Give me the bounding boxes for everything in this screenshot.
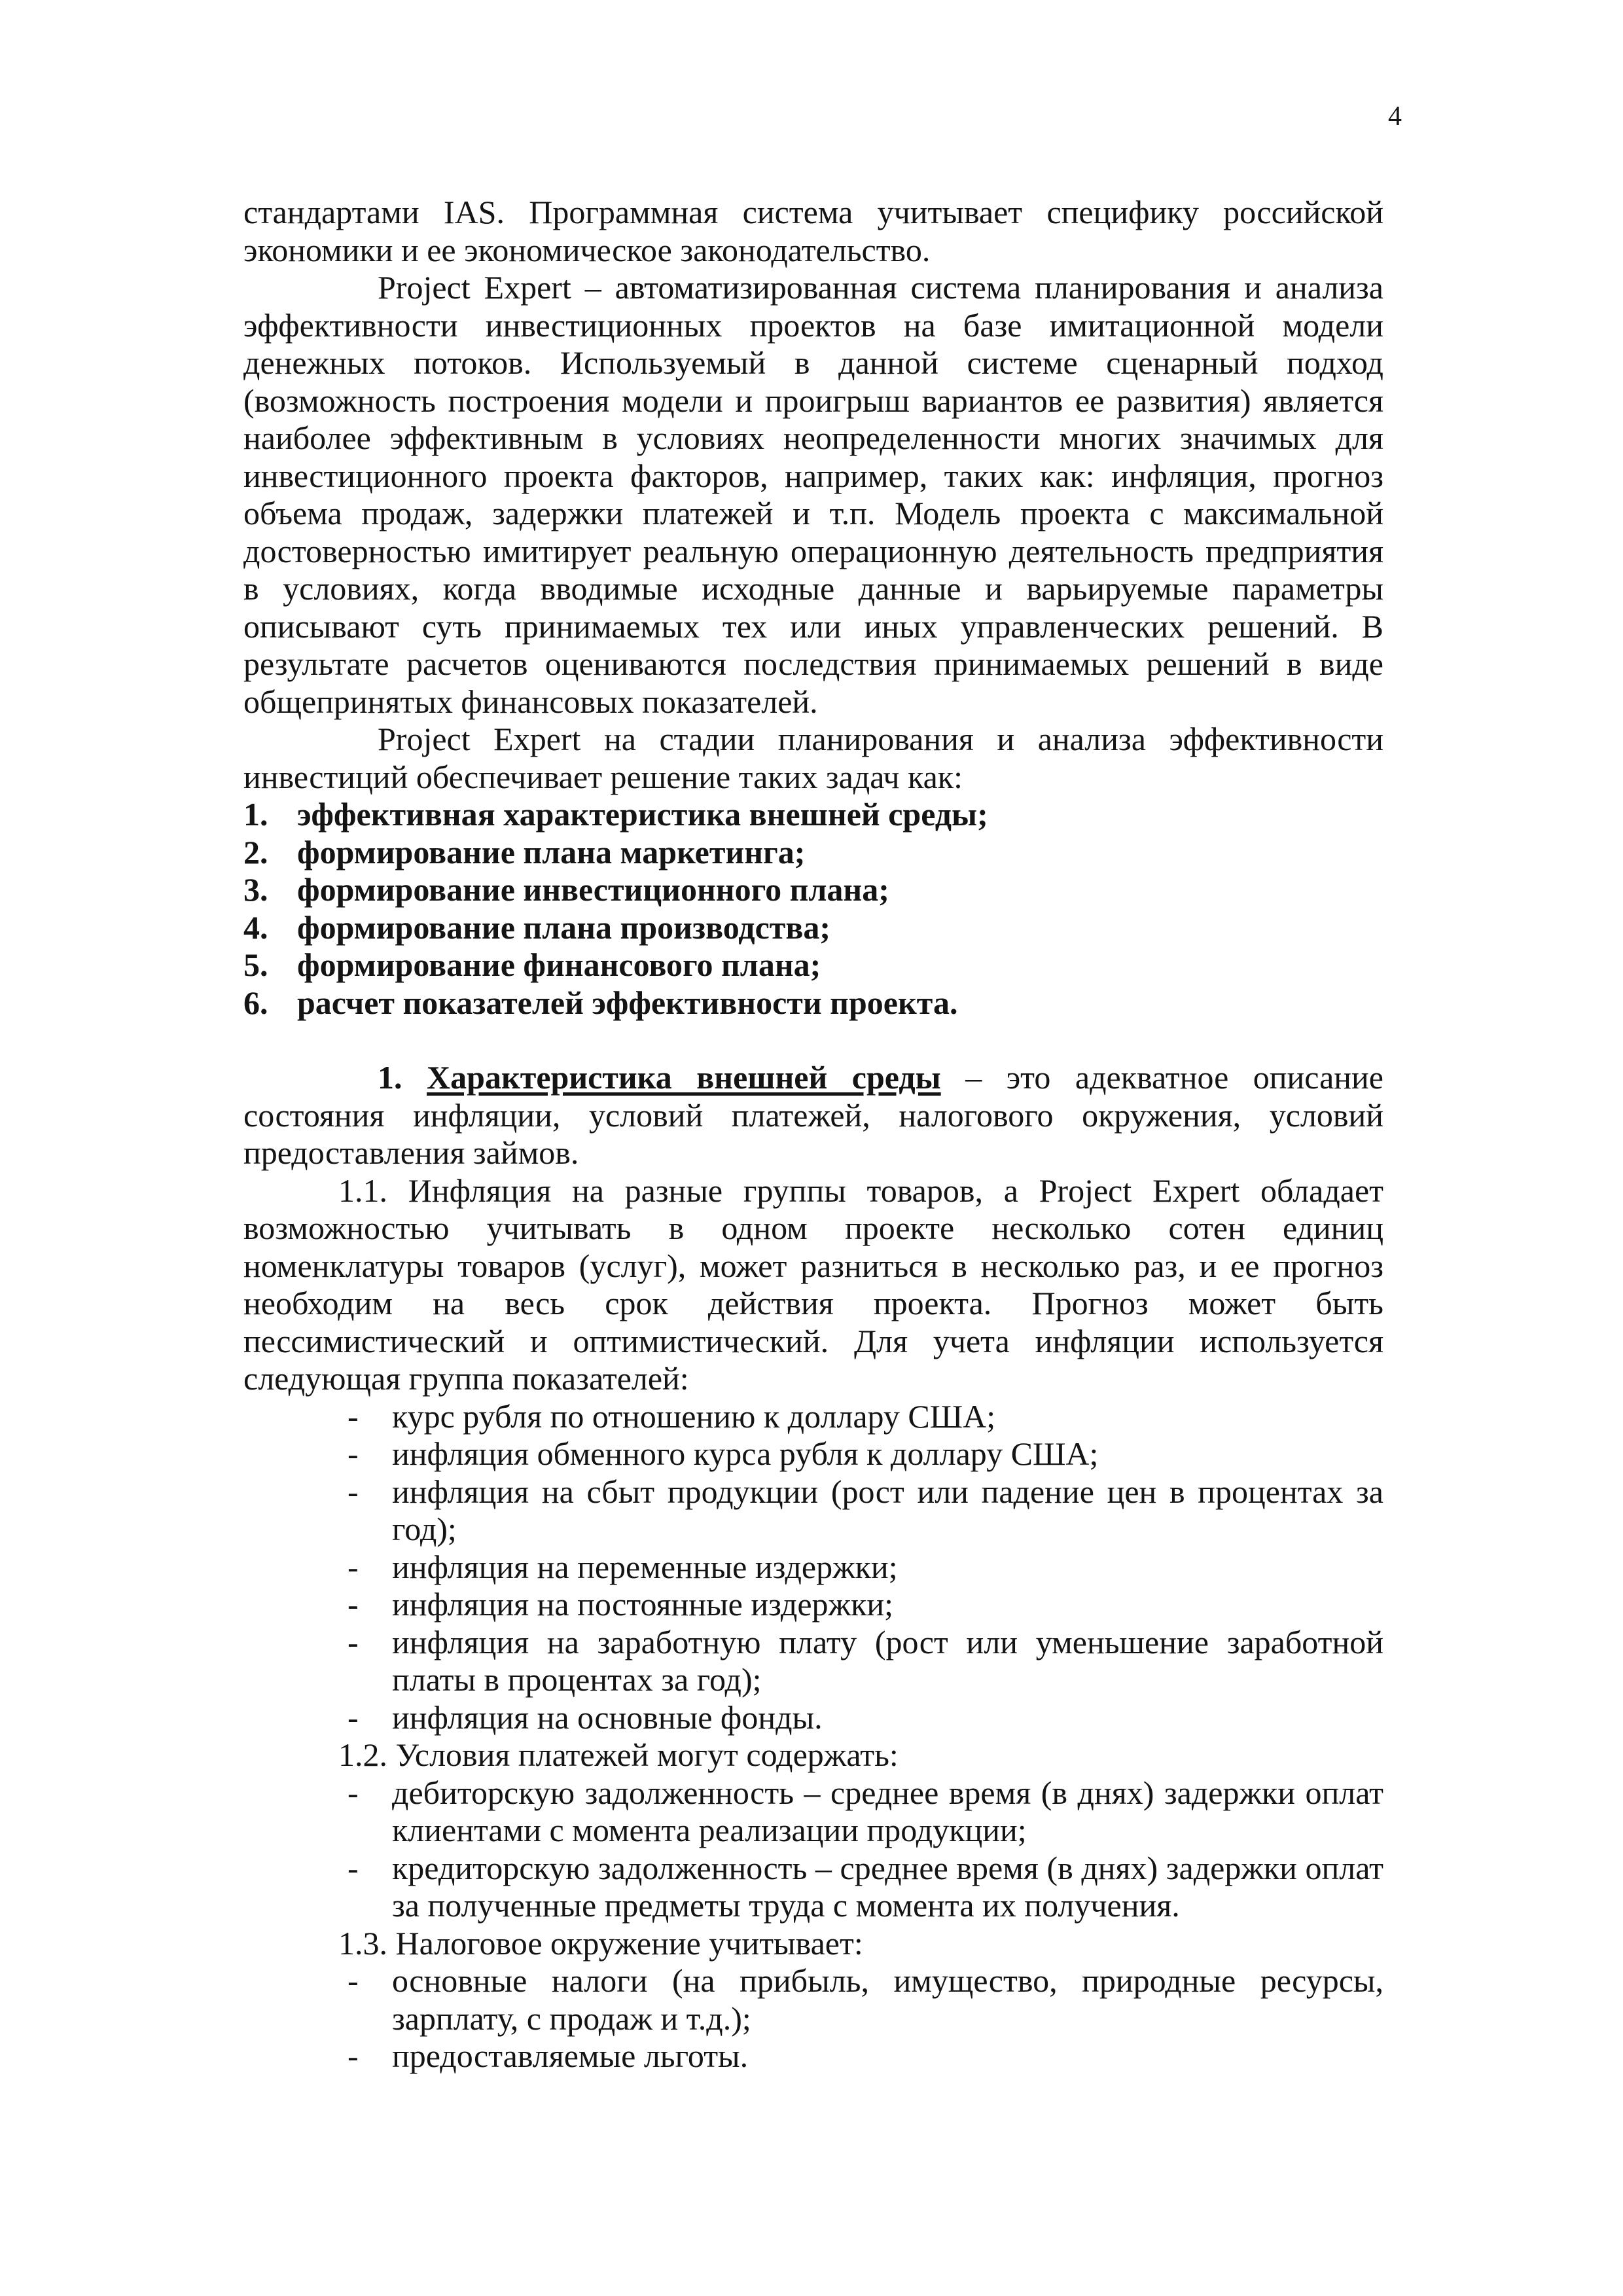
list-item-text: дебиторскую задолженность – среднее время (в днях) задержки оплат клиентами с момента реализации продукции;: [392, 1774, 1383, 1848]
list-item: [338, 1699, 1383, 1737]
list-item-text: курс рубля по отношению к доллару США;: [392, 1397, 996, 1435]
task-number: 5.: [243, 946, 268, 983]
list-item: [338, 1624, 1383, 1699]
bullet-dash: -: [348, 1473, 359, 1510]
bullet-dash: -: [348, 1849, 359, 1886]
page-number: 4: [1388, 101, 1402, 132]
tax-environment-list: [243, 1962, 1383, 2075]
paragraph-tasks-intro: Project Expert на стадии планирования и анализа эффективности инвестиций обеспечивает решение таких задач как:: [243, 721, 1383, 795]
list-item-text: инфляция на заработную плату (рост или уменьшение заработной платы в процентах за год);: [392, 1623, 1383, 1698]
inflation-indicators-list: [243, 1398, 1383, 1737]
task-text: формирование инвестиционного плана;: [297, 871, 889, 908]
section-title: Характеристика внешней среды: [427, 1059, 941, 1096]
list-item: [338, 1473, 1383, 1549]
list-item: [338, 1774, 1383, 1850]
task-number: 4.: [243, 908, 268, 946]
task-text: эффективная характеристика внешней среды;: [297, 796, 988, 833]
list-item-text: инфляция на постоянные издержки;: [392, 1586, 894, 1623]
task-text: расчет показателей эффективности проекта.: [297, 984, 958, 1021]
list-item-text: основные налоги (на прибыль, имущество, природные ресурсы, зарплату, с продаж и т.д.);: [392, 1962, 1383, 2037]
task-item: [243, 984, 1383, 1022]
task-item: [243, 871, 1383, 909]
task-text: формирование плана производства;: [297, 908, 830, 946]
list-item: [338, 1962, 1383, 2037]
subsection-tax-environment: 1.3. Налоговое окружение учитывает:: [338, 1924, 863, 1962]
document-body: [243, 194, 1383, 2075]
spacer: [243, 1022, 1383, 1059]
payment-terms-list: [243, 1774, 1383, 1925]
list-item: [338, 1398, 1383, 1436]
list-item-text: предоставляемые льготы.: [392, 2037, 749, 2074]
task-text: формирование финансового плана;: [297, 946, 821, 983]
task-list: [243, 796, 1383, 1022]
task-number: 6.: [243, 984, 268, 1021]
bullet-dash: -: [348, 1435, 359, 1472]
task-item: [243, 834, 1383, 872]
list-item: [338, 1850, 1383, 1925]
subsection-payment-terms: 1.2. Условия платежей могут содержать:: [338, 1736, 899, 1773]
list-item-text: инфляция на переменные издержки;: [392, 1548, 898, 1585]
bullet-dash: -: [348, 1397, 359, 1435]
list-item-text: инфляция на основные фонды.: [392, 1698, 823, 1736]
list-item: [338, 1586, 1383, 1624]
bullet-dash: -: [348, 2037, 359, 2074]
list-item-text: инфляция на сбыт продукции (рост или падение цен в процентах за год);: [392, 1473, 1383, 1547]
paragraph-project-expert: Project Expert – автоматизированная система планирования и анализа эффективности инвестиционных проектов на базе имитационной модели денежных потоков. Используемый в данной системе сценарный подход (возможность построения модели и проигрыш вариантов ее развития) является наиболее эффективным в условиях неопределенности многих значимых для инвестиционного проекта факторов, например, таких как: инфляция, прогноз объема продаж, задержки платежей и т.п. Модель проекта с максимальной достоверностью имитирует реальную операционную деятельность предприятия в условиях, когда вводимые исходные данные и варьируемые параметры описывают суть принимаемых тех или иных управленческих решений. В результате расчетов оцениваются последствия принимаемых решений в виде общепринятых финансовых показателей.: [243, 269, 1383, 720]
task-number: 1.: [243, 796, 268, 833]
bullet-dash: -: [348, 1623, 359, 1660]
bullet-dash: -: [348, 1548, 359, 1585]
section-external-environment: [243, 1059, 1383, 1172]
task-text: формирование плана маркетинга;: [297, 833, 806, 870]
task-number: 3.: [243, 871, 268, 908]
bullet-dash: -: [348, 1698, 359, 1736]
task-item: [243, 796, 1383, 834]
paragraph-intro: стандартами IAS. Программная система учитывает специфику российской экономики и ее экономическое законодательство.: [243, 194, 1383, 268]
section-description: – это адекватное описание состояния инфляции, условий платежей, налогового окружения, условий предоставления займов.: [243, 1059, 1383, 1171]
task-item: [243, 909, 1383, 947]
subsection-inflation: 1.1. Инфляция на разные группы товаров, а Project Expert обладает возможностью учитывать в одном проекте несколько сотен единиц номенклатуры товаров (услуг), может разниться в несколько раз, и ее прогноз необходим на весь срок действия проекта. Прогноз может быть пессимистический и оптимистический. Для учета инфляции используется следующая группа показателей:: [243, 1172, 1383, 1397]
bullet-dash: -: [348, 1962, 359, 1999]
list-item: [338, 1435, 1383, 1473]
list-item: [338, 1549, 1383, 1587]
list-item-text: кредиторскую задолженность – среднее время (в днях) задержки оплат за полученные предметы труда с момента их получения.: [392, 1849, 1383, 1924]
task-number: 2.: [243, 833, 268, 870]
bullet-dash: -: [348, 1586, 359, 1623]
bullet-dash: -: [348, 1774, 359, 1811]
list-item-text: инфляция обменного курса рубля к доллару США;: [392, 1435, 1099, 1472]
task-item: [243, 946, 1383, 984]
list-item: [338, 2037, 1383, 2075]
section-number: 1.: [378, 1059, 402, 1096]
